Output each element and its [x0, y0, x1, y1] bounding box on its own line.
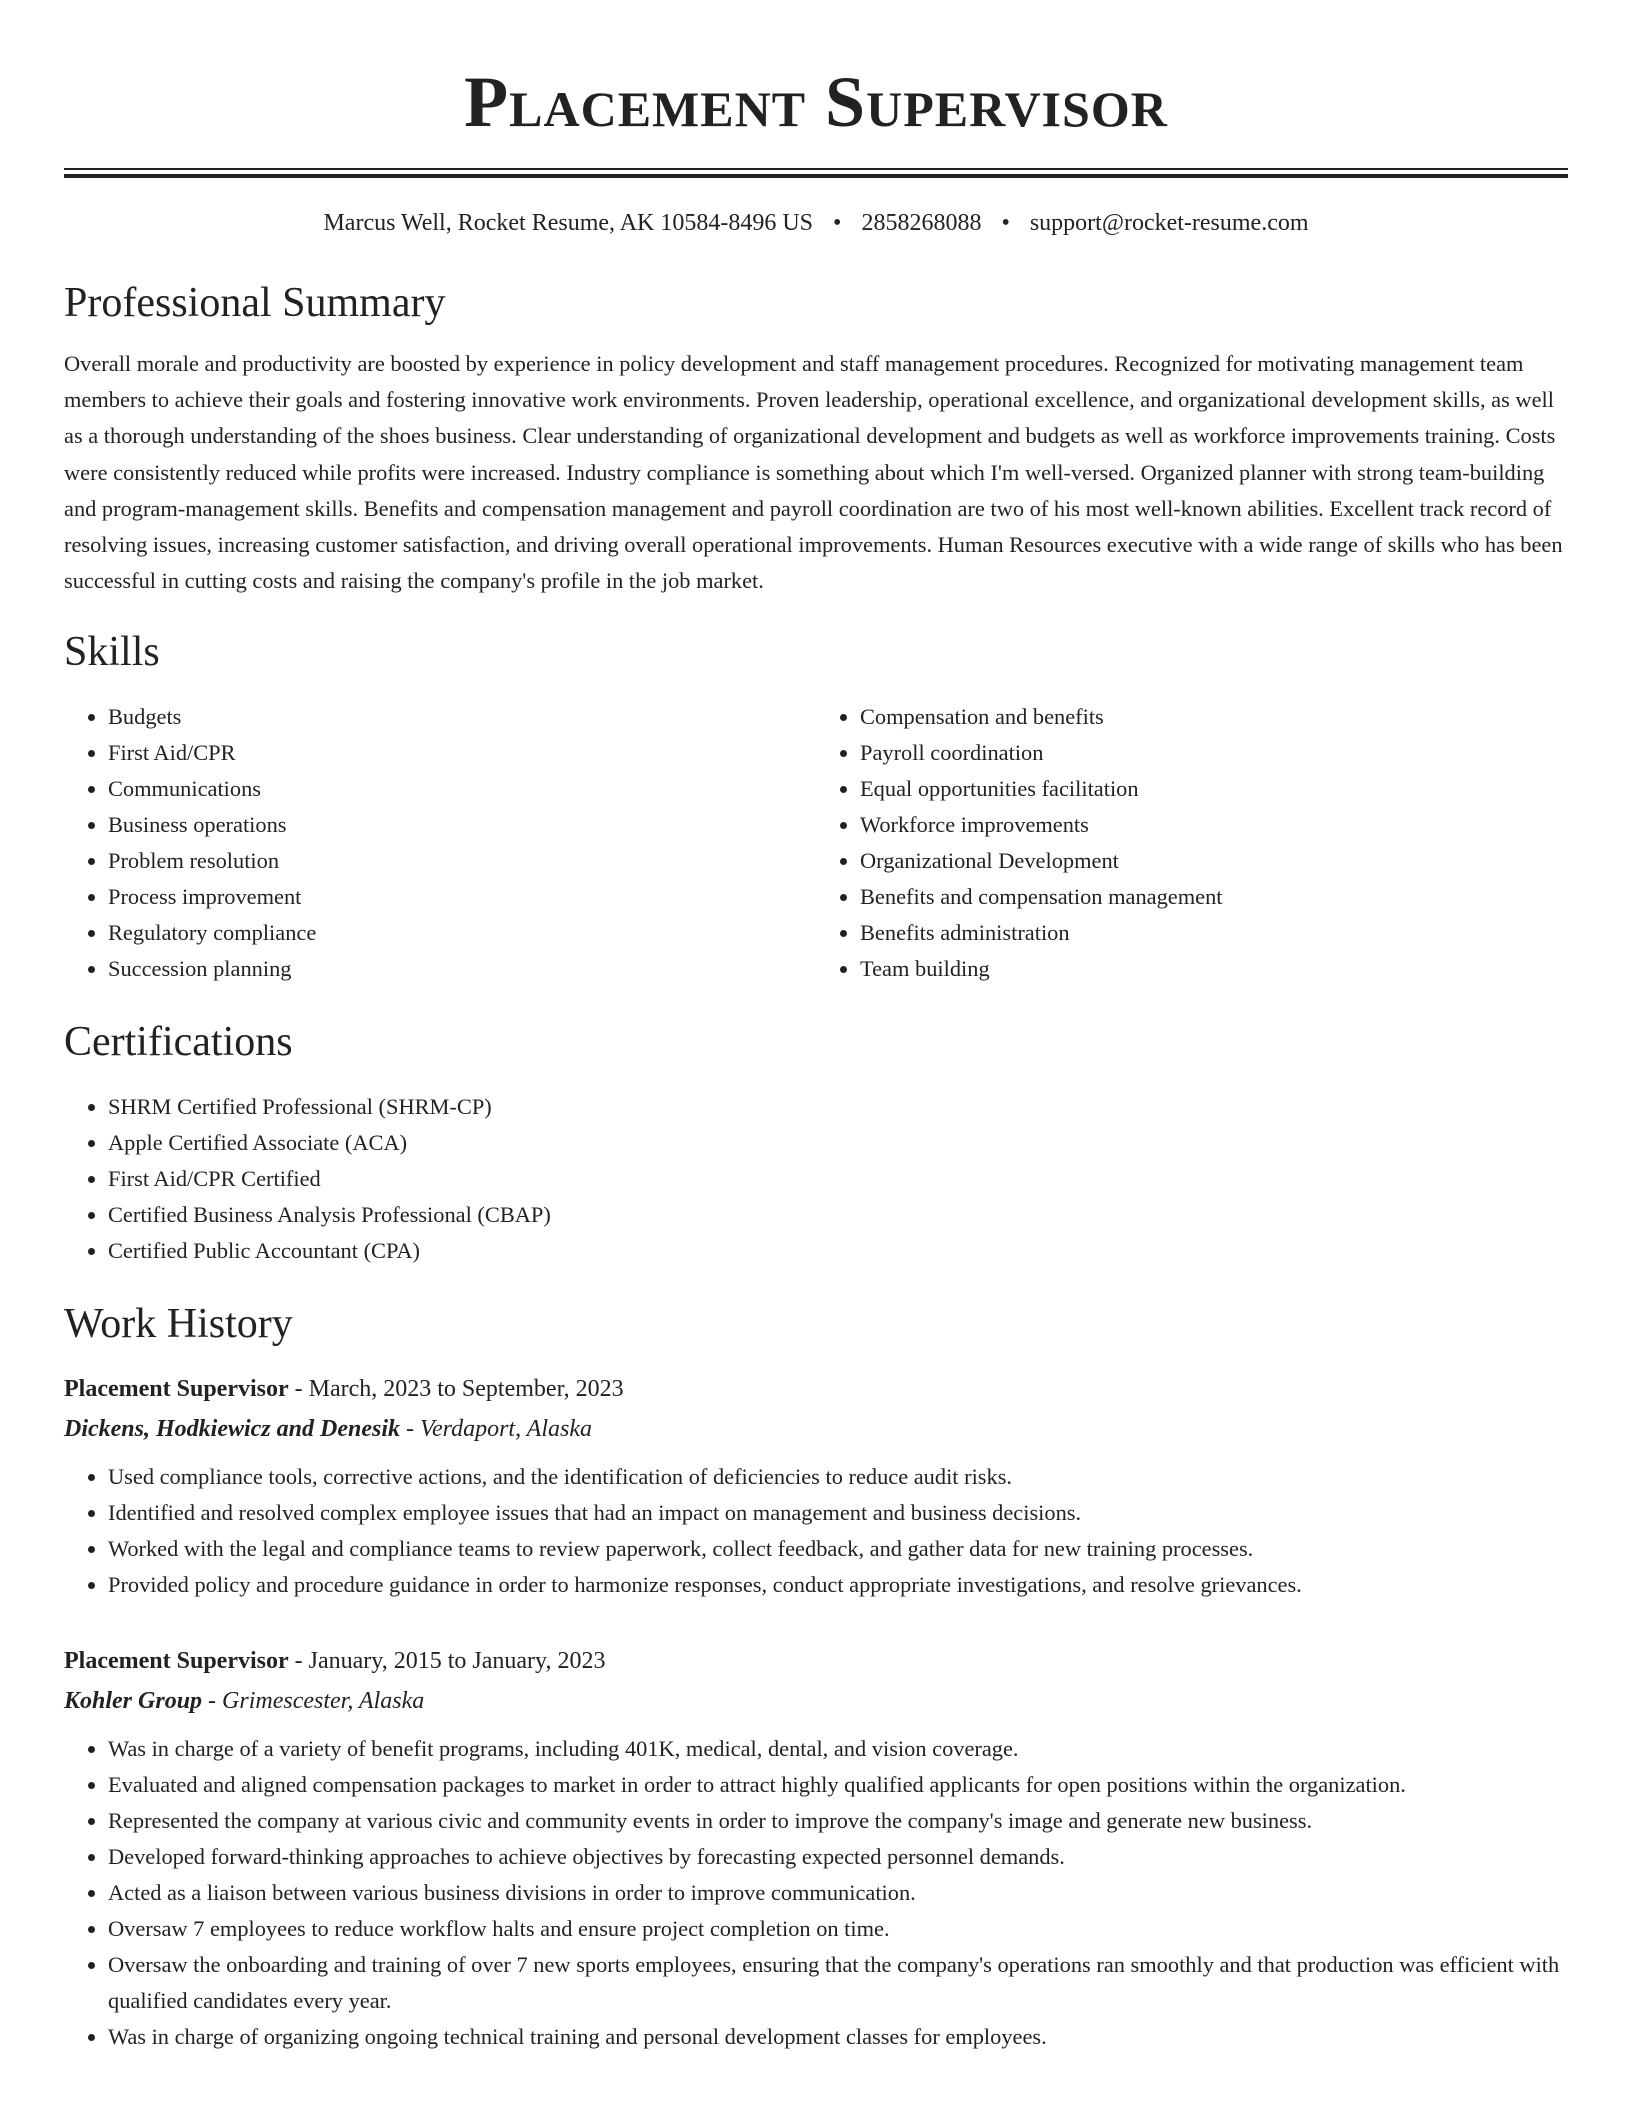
certification-item: • First Aid/CPR Certified	[108, 1161, 1568, 1197]
skills-columns	[64, 699, 1568, 987]
summary-text: Overall morale and productivity are boosted by experience in policy development and staff management procedures. Recognized for motivating management team members to achieve their goals and fostering innovative work environments. Proven leadership, operational excellence, and organizational development skills, as well as a thorough understanding of the shoes business. Clear understanding of organizational development and budgets as well as workforce improvements training. Costs were consistently reduced while profits were increased. Industry compliance is something about which I'm well-versed. Organized planner with strong team-building and program-management skills. Benefits and compensation management and payroll coordination are two of his most well-known abilities. Excellent track record of resolving issues, increasing customer satisfaction, and driving overall operational improvements. Human Resources executive with a wide range of skills who has been successful in cutting costs and raising the company's profile in the job market.	[64, 351, 1563, 594]
job-bullet: • Worked with the legal and compliance teams to review paperwork, collect feedback, and gather data for new training processes.	[108, 1531, 1568, 1567]
skill-item: • Benefits administration	[860, 915, 1568, 951]
job-title: Placement Supervisor	[64, 1376, 289, 1403]
section-heading-work-history: Work History	[64, 1301, 293, 1348]
section-heading-summary: Professional Summary	[64, 280, 446, 326]
page-title: Placement Supervisor	[464, 62, 1168, 142]
certification-item: • Certified Business Analysis Professional (CBAP)	[108, 1197, 1568, 1233]
skill-item: • Regulatory compliance	[108, 915, 816, 951]
job-bullet: • Used compliance tools, corrective actions, and the identification of deficiencies to reduce audit risks.	[108, 1459, 1568, 1495]
section-heading-certifications: Certifications	[64, 1019, 293, 1066]
certification-item: • Apple Certified Associate (ACA)	[108, 1125, 1568, 1161]
certification-item: • SHRM Certified Professional (SHRM-CP)	[108, 1089, 1568, 1125]
job-bullet-list	[64, 1459, 1568, 1603]
skill-item: • Equal opportunities facilitation	[860, 771, 1568, 807]
job-entry	[64, 1369, 1568, 1603]
contact-separator: •	[833, 210, 842, 236]
contact-line	[64, 208, 1568, 238]
job-bullet: • Was in charge of organizing ongoing technical training and personal development classes for employees.	[108, 2019, 1568, 2055]
job-bullet: • Oversaw 7 employees to reduce workflow halts and ensure project completion on time.	[108, 1911, 1568, 1947]
skill-item: • Business operations	[108, 807, 816, 843]
skill-item: • Problem resolution	[108, 843, 816, 879]
skill-item: • Payroll coordination	[860, 735, 1568, 771]
skill-item: • Succession planning	[108, 951, 816, 987]
job-bullet: • Evaluated and aligned compensation packages to market in order to attract highly qualified applicants for open positions within the organization.	[108, 1767, 1568, 1803]
skill-item: • Benefits and compensation management	[860, 879, 1568, 915]
work-history-section	[64, 1299, 1568, 2055]
job-title-line	[64, 1641, 1568, 1681]
skill-item: • Process improvement	[108, 879, 816, 915]
skills-list-left	[64, 699, 816, 987]
job-title: Placement Supervisor	[64, 1648, 289, 1675]
job-bullet: • Identified and resolved complex employee issues that had an impact on management and business decisions.	[108, 1495, 1568, 1531]
professional-summary-section	[64, 278, 1568, 599]
job-bullet-list	[64, 1731, 1568, 2055]
contact-phone: 2858268088	[861, 210, 982, 236]
job-location: - Grimescester, Alaska	[202, 1688, 425, 1715]
skill-item: • Team building	[860, 951, 1568, 987]
certifications-list	[64, 1089, 1568, 1269]
job-dates: - January, 2015 to January, 2023	[288, 1648, 606, 1675]
skills-list-right	[816, 699, 1568, 987]
skill-item: • Communications	[108, 771, 816, 807]
contact-email: support@rocket-resume.com	[1029, 210, 1309, 236]
resume-page	[64, 0, 1568, 2055]
skills-section	[64, 627, 1568, 987]
section-heading-skills: Skills	[64, 629, 160, 676]
certification-item: • Certified Public Accountant (CPA)	[108, 1233, 1568, 1269]
job-bullet: • Developed forward-thinking approaches to achieve objectives by forecasting expected personnel demands.	[108, 1839, 1568, 1875]
job-company-line	[64, 1681, 1568, 1721]
skill-item: • First Aid/CPR	[108, 735, 816, 771]
skill-item: • Compensation and benefits	[860, 699, 1568, 735]
job-title-line	[64, 1369, 1568, 1409]
skill-item: • Organizational Development	[860, 843, 1568, 879]
title-double-rule	[64, 168, 1568, 178]
job-company-line	[64, 1409, 1568, 1449]
contact-address: Marcus Well, Rocket Resume, AK 10584-8496 US	[323, 210, 814, 236]
job-dates: - March, 2023 to September, 2023	[288, 1376, 624, 1403]
job-bullet: • Acted as a liaison between various business divisions in order to improve communication.	[108, 1875, 1568, 1911]
job-entry	[64, 1641, 1568, 2055]
job-bullet: • Provided policy and procedure guidance in order to harmonize responses, conduct appropriate investigations, and resolve grievances.	[108, 1567, 1568, 1603]
job-company: Dickens, Hodkiewicz and Denesik	[64, 1416, 400, 1443]
skill-item: • Workforce improvements	[860, 807, 1568, 843]
job-location: - Verdaport, Alaska	[400, 1416, 592, 1443]
skill-item: • Budgets	[108, 699, 816, 735]
job-bullet: • Represented the company at various civic and community events in order to improve the company's image and generate new business.	[108, 1803, 1568, 1839]
certifications-section	[64, 1017, 1568, 1269]
contact-separator: •	[1001, 210, 1010, 236]
job-bullet: • Was in charge of a variety of benefit programs, including 401K, medical, dental, and vision coverage.	[108, 1731, 1568, 1767]
job-bullet: • Oversaw the onboarding and training of over 7 new sports employees, ensuring that the company's operations ran smoothly and that production was efficient with qualified candidates every year.	[108, 1947, 1568, 2019]
job-company: Kohler Group	[64, 1688, 203, 1715]
